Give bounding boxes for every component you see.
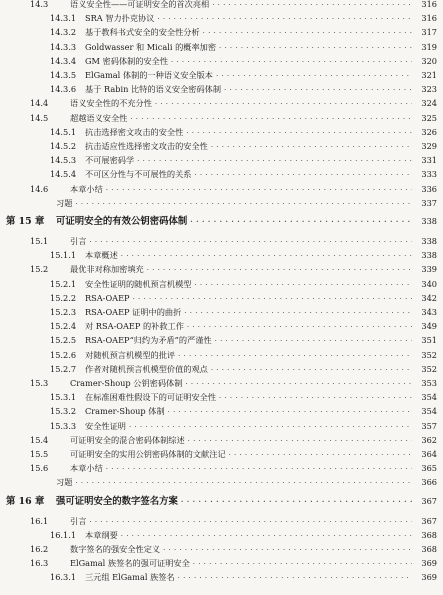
dot-leader [190, 216, 412, 227]
entry-page-number: 333 [421, 169, 437, 180]
section-entry [0, 477, 443, 489]
entry-title: GM 密码体制的安全性 [85, 55, 169, 66]
entry-page-number: 325 [421, 112, 437, 123]
entry-page-number: 349 [421, 321, 437, 332]
entry-title: 作者对随机预言机模型价值的观点 [85, 363, 208, 374]
section-entry [0, 236, 443, 248]
subsection-entry [0, 84, 443, 96]
entry-number: 14.5.4 [50, 169, 77, 180]
subsection-entry [0, 350, 443, 362]
entry-number: 15.2.4 [50, 321, 77, 332]
dot-leader [106, 185, 412, 196]
entry-page-number: 351 [421, 335, 437, 346]
entry-page-number: 323 [421, 84, 437, 95]
section-entry [0, 184, 443, 196]
entry-number: 第 15 章 [6, 216, 45, 227]
entry-number: 15.3.3 [50, 420, 77, 431]
entry-title: 本章纲要 [85, 529, 118, 540]
entry-number: 15.2.5 [50, 335, 77, 346]
entry-number: 14.3.5 [50, 70, 77, 80]
subsection-entry [0, 70, 443, 82]
subsection-entry [0, 56, 443, 68]
entry-page-number: 367 [421, 515, 437, 526]
entry-page-number: 368 [421, 529, 437, 540]
subsection-entry [0, 169, 443, 181]
entry-title: 引言 [70, 515, 87, 526]
entry-number: 16.3 [30, 558, 49, 569]
entry-title: 习题 [56, 197, 73, 208]
dot-leader [137, 156, 412, 167]
entry-number: 15.2.1 [50, 278, 77, 289]
entry-number: 15.1 [30, 236, 49, 246]
entry-page-number: 340 [421, 278, 437, 289]
entry-number: 14.3.6 [50, 84, 77, 95]
subsection-entry [0, 13, 443, 25]
section-entry [0, 463, 443, 475]
entry-page-number: 352 [421, 349, 437, 360]
entry-page-number: 354 [421, 392, 437, 403]
entry-number: 14.3.1 [50, 13, 77, 24]
subsection-entry [0, 406, 443, 418]
entry-title: 对随机预言机模型的批评 [85, 349, 176, 360]
entry-title: ElGamal 族签名的强可证明安全 [70, 558, 190, 569]
section-entry [0, 264, 443, 276]
entry-number: 14.5.2 [50, 141, 77, 151]
dot-leader [129, 422, 412, 433]
entry-page-number: 367 [421, 495, 437, 506]
dot-leader [224, 85, 412, 96]
entry-number: 15.5 [30, 449, 49, 459]
entry-number: 15.3.2 [50, 406, 77, 417]
entry-page-number: 324 [421, 98, 437, 109]
dot-leader [163, 545, 412, 556]
dot-leader [89, 237, 412, 248]
section-entry [0, 435, 443, 447]
dot-leader [215, 336, 412, 347]
entry-number: 14.5.3 [50, 155, 77, 166]
section-entry [0, 113, 443, 125]
entry-number: 14.3.2 [50, 27, 77, 38]
dot-leader [187, 322, 412, 333]
dot-leader [133, 294, 412, 305]
entry-number: 15.3 [30, 378, 49, 388]
entry-title: 基于 Rabin 比特的语义安全密码体制 [85, 84, 222, 95]
entry-number: 16.1.1 [50, 529, 77, 540]
entry-title: 安全性证明的随机预言机模型 [85, 278, 192, 289]
entry-title: ElGamal 体制的一种语义安全版本 [85, 70, 213, 80]
entry-number: 15.1.1 [50, 250, 77, 261]
dot-leader [89, 517, 412, 528]
entry-title: 强可证明安全的数字签名方案 [56, 495, 178, 507]
entry-page-number: 317 [421, 27, 437, 38]
dot-leader [106, 464, 412, 475]
dot-leader [188, 436, 412, 447]
entry-title: 对 RSA-OAEP 的补救工作 [85, 321, 184, 332]
entry-number: 14.3 [30, 0, 49, 9]
entry-number: 15.4 [30, 434, 49, 445]
subsection-entry [0, 572, 443, 584]
entry-title: 引言 [70, 236, 87, 246]
entry-page-number: 366 [421, 477, 437, 488]
subsection-entry [0, 307, 443, 319]
entry-page-number: 339 [421, 264, 437, 275]
entry-page-number: 338 [421, 250, 437, 261]
entry-title: 语义安全性的不充分性 [70, 98, 152, 109]
subsection-entry [0, 293, 443, 305]
entry-page-number: 316 [421, 0, 437, 9]
dot-leader [184, 308, 412, 319]
dot-leader [211, 365, 412, 376]
entry-number: 15.2 [30, 264, 49, 275]
entry-title: 本章小结 [70, 183, 103, 194]
dot-leader [203, 28, 412, 39]
entry-title: 三元组 ElGamal 族签名 [85, 572, 175, 583]
dot-leader [157, 14, 412, 25]
entry-title: 基于教科书式安全的安全性分析 [85, 27, 200, 38]
section-entry [0, 0, 443, 11]
dot-leader [229, 450, 412, 461]
chapter-entry [0, 216, 443, 227]
entry-title: 不可展密码学 [85, 155, 135, 166]
dot-leader [75, 199, 412, 210]
entry-page-number: 336 [421, 183, 437, 194]
dot-leader [216, 71, 412, 82]
subsection-entry [0, 364, 443, 376]
entry-number: 15.6 [30, 463, 49, 474]
entry-number: 14.6 [30, 183, 49, 194]
dot-leader [181, 496, 412, 507]
dot-leader [211, 142, 412, 153]
entry-page-number: 316 [421, 13, 437, 24]
dot-leader [178, 351, 412, 362]
subsection-entry [0, 250, 443, 262]
entry-page-number: 338 [421, 216, 437, 226]
entry-page-number: 353 [421, 378, 437, 388]
dot-leader [194, 170, 412, 181]
entry-number: 14.4 [30, 98, 49, 109]
section-entry [0, 558, 443, 570]
entry-number: 16.2 [30, 544, 49, 554]
section-entry [0, 516, 443, 528]
subsection-entry [0, 42, 443, 54]
entry-title: 可证明安全的有效公钥密码体制 [56, 216, 188, 227]
entry-page-number: 337 [421, 197, 437, 208]
entry-title: 安全性证明 [85, 420, 126, 431]
entry-title: SRA 智力扑克协议 [85, 13, 155, 24]
entry-page-number: 329 [421, 141, 437, 151]
entry-title: 抗击适应性选择密文攻击的安全性 [85, 141, 208, 151]
entry-number: 15.3.1 [50, 392, 77, 403]
subsection-entry [0, 127, 443, 139]
entry-page-number: 365 [421, 463, 437, 474]
entry-page-number: 343 [421, 307, 437, 317]
entry-page-number: 354 [421, 406, 437, 417]
subsection-entry [0, 421, 443, 433]
section-entry [0, 378, 443, 390]
section-entry [0, 544, 443, 556]
entry-title: 本章概述 [85, 250, 118, 261]
entry-page-number: 352 [421, 363, 437, 374]
dot-leader [186, 128, 412, 139]
entry-number: 14.3.4 [50, 55, 77, 66]
subsection-entry [0, 279, 443, 291]
entry-page-number: 369 [421, 572, 437, 583]
dot-leader [121, 251, 412, 262]
entry-title: Cramer-Shoup 公钥密码体制 [70, 378, 183, 388]
entry-title: 本章小结 [70, 463, 103, 474]
entry-page-number: 357 [421, 420, 437, 431]
subsection-entry [0, 155, 443, 167]
section-entry [0, 198, 443, 210]
entry-title: 习题 [56, 477, 73, 488]
entry-page-number: 321 [421, 70, 437, 80]
entry-number: 16.3.1 [50, 572, 77, 583]
subsection-entry [0, 321, 443, 333]
chapter-entry [0, 496, 443, 507]
dot-leader [171, 57, 412, 68]
entry-page-number: 331 [421, 155, 437, 166]
dot-leader [130, 114, 412, 125]
entry-title: 最优非对称加密填充 [70, 264, 144, 275]
entry-page-number: 368 [421, 544, 437, 554]
entry-page-number: 320 [421, 55, 437, 66]
entry-number: 15.2.6 [50, 349, 77, 360]
entry-title: 不可区分性与不可展性的关系 [85, 169, 192, 180]
dot-leader [212, 0, 412, 11]
entry-page-number: 342 [421, 292, 437, 303]
entry-title: 可证明安全的混合密码体制综述 [70, 434, 185, 445]
dot-leader [147, 265, 412, 276]
dot-leader [75, 478, 412, 489]
subsection-entry [0, 530, 443, 542]
entry-page-number: 319 [421, 41, 437, 52]
dot-leader [193, 559, 412, 570]
entry-number: 15.2.3 [50, 307, 77, 317]
subsection-entry [0, 141, 443, 153]
entry-page-number: 338 [421, 236, 437, 246]
entry-title: 抗击选择密文攻击的安全性 [85, 126, 184, 137]
entry-page-number: 369 [421, 558, 437, 569]
dot-leader [155, 99, 412, 110]
entry-number: 15.2.7 [50, 363, 77, 374]
section-entry [0, 98, 443, 110]
subsection-entry [0, 335, 443, 347]
dot-leader [178, 573, 412, 584]
section-entry [0, 449, 443, 461]
entry-title: RSA-OAEP 证明中的曲折 [85, 307, 182, 317]
entry-title: 可证明安全的实用公钥密码体制的文献注记 [70, 449, 226, 459]
entry-page-number: 326 [421, 126, 437, 137]
dot-leader [219, 393, 412, 404]
entry-title: Goldwasser 和 Micali 的概率加密 [85, 41, 217, 52]
entry-title: RSA-OAEP“归约为矛盾”的严谨性 [85, 335, 212, 346]
entry-page-number: 364 [421, 449, 437, 459]
entry-page-number: 362 [421, 434, 437, 445]
dot-leader [168, 407, 412, 418]
entry-title: 数字签名的强安全性定义 [70, 544, 161, 554]
entry-number: 15.2.2 [50, 292, 77, 303]
entry-number: 第 16 章 [6, 495, 45, 507]
entry-title: RSA-OAEP [85, 292, 130, 303]
dot-leader [219, 43, 412, 54]
entry-title: 超越语义安全性 [70, 112, 128, 123]
entry-title: 语义安全性——可证明安全的首次亮相 [70, 0, 210, 9]
entry-number: 14.5.1 [50, 126, 77, 137]
entry-title: 在标准困难性假设下的可证明安全性 [85, 392, 217, 403]
entry-number: 14.3.3 [50, 41, 77, 52]
entry-number: 16.1 [30, 515, 49, 526]
subsection-entry [0, 27, 443, 39]
dot-leader [121, 531, 412, 542]
entry-title: Cramer-Shoup 体制 [85, 406, 165, 417]
dot-leader [185, 379, 412, 390]
subsection-entry [0, 392, 443, 404]
dot-leader [194, 280, 412, 291]
entry-number: 14.5 [30, 112, 49, 123]
